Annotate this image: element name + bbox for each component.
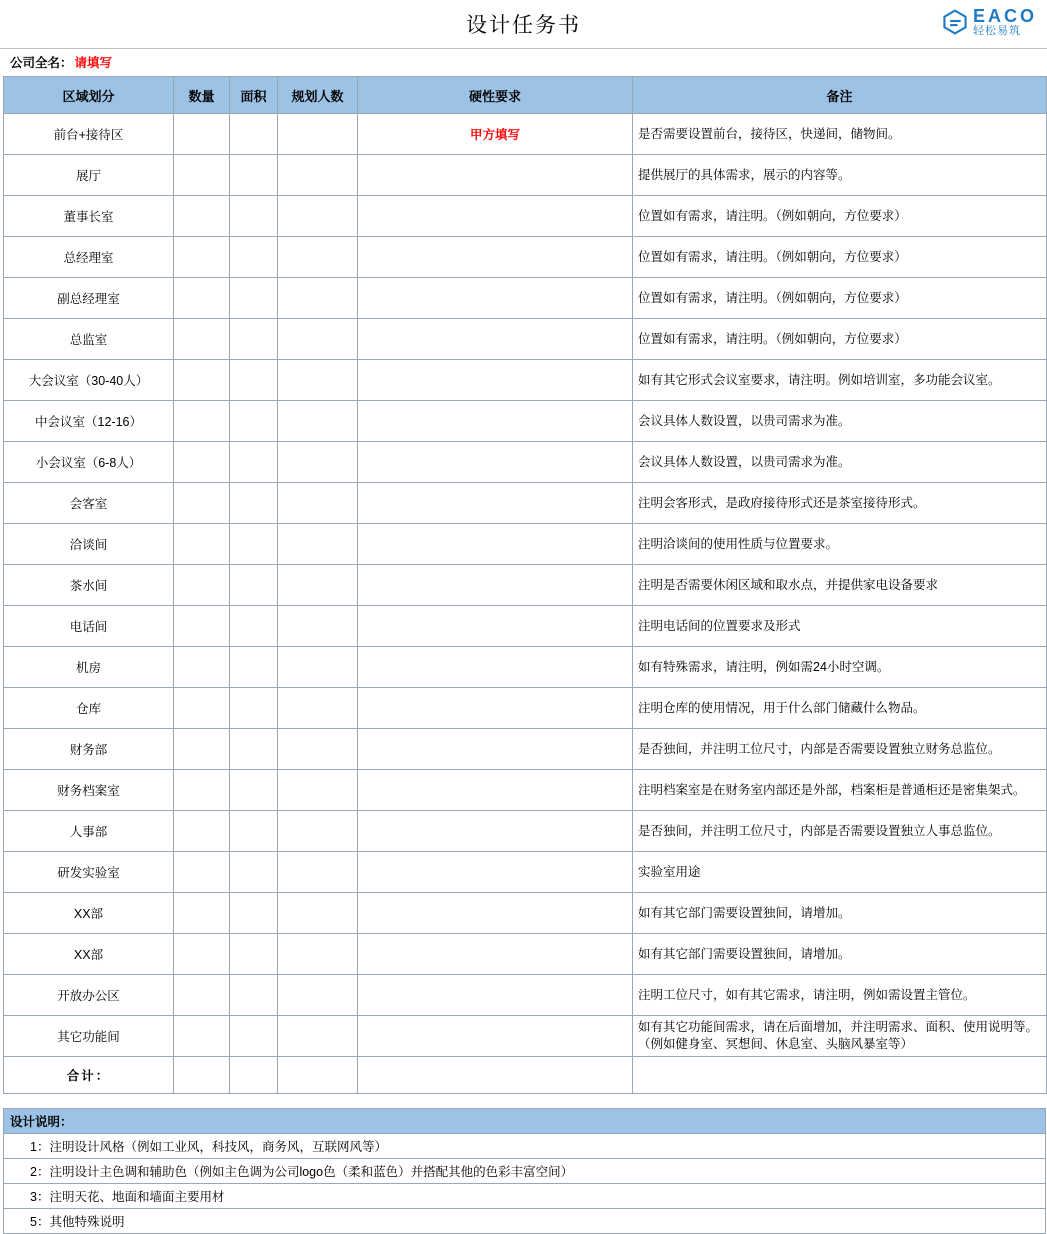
cell-hard-requirement[interactable]	[358, 934, 633, 975]
cell-hard-requirement[interactable]	[358, 811, 633, 852]
cell-size[interactable]	[230, 934, 278, 975]
cell-area: 财务部	[4, 729, 174, 770]
cell-qty[interactable]	[174, 565, 230, 606]
cell-qty[interactable]	[174, 237, 230, 278]
cell-area: 大会议室（30-40人）	[4, 360, 174, 401]
cell-size[interactable]	[230, 237, 278, 278]
cell-people[interactable]	[278, 934, 358, 975]
cell-remark: 如有其它功能间需求，请在后面增加，并注明需求、面积、使用说明等。（例如健身室、冥想间、休息室、头脑风暴室等）	[633, 1016, 1047, 1057]
cell-people[interactable]	[278, 770, 358, 811]
cell-area: 总监室	[4, 319, 174, 360]
cell-remark: 位置如有需求，请注明。（例如朝向，方位要求）	[633, 319, 1047, 360]
cell-qty[interactable]	[174, 442, 230, 483]
cell-area: 前台+接待区	[4, 114, 174, 155]
cell-hard-requirement[interactable]	[358, 606, 633, 647]
cell-qty[interactable]	[174, 196, 230, 237]
table-row	[4, 237, 1047, 278]
cell-hard-requirement[interactable]	[358, 647, 633, 688]
cell-size[interactable]	[230, 729, 278, 770]
cell-hard-requirement[interactable]	[358, 729, 633, 770]
cell-qty[interactable]	[174, 319, 230, 360]
cell-qty[interactable]	[174, 606, 230, 647]
cell-people[interactable]	[278, 852, 358, 893]
cell-size[interactable]	[230, 360, 278, 401]
cell-remark: 注明仓库的使用情况，用于什么部门储藏什么物品。	[633, 688, 1047, 729]
cell-people[interactable]	[278, 524, 358, 565]
cell-remark: 实验室用途	[633, 852, 1047, 893]
cell-remark: 注明档案室是在财务室内部还是外部，档案柜是普通柜还是密集架式。	[633, 770, 1047, 811]
table-row	[4, 647, 1047, 688]
total-remark-cell[interactable]	[633, 1057, 1047, 1094]
total-people-cell[interactable]	[278, 1057, 358, 1094]
cell-size[interactable]	[230, 401, 278, 442]
cell-qty[interactable]	[174, 524, 230, 565]
cell-remark: 位置如有需求，请注明。（例如朝向，方位要求）	[633, 237, 1047, 278]
cell-remark: 如有其它部门需要设置独间，请增加。	[633, 934, 1047, 975]
cell-area: 总经理室	[4, 237, 174, 278]
cell-people[interactable]	[278, 729, 358, 770]
cell-area: 副总经理室	[4, 278, 174, 319]
design-notes	[3, 1108, 1046, 1234]
cell-people[interactable]	[278, 360, 358, 401]
table-row	[4, 770, 1047, 811]
cell-hard-requirement[interactable]: 甲方填写	[358, 114, 633, 155]
company-name-value[interactable]: 请填写	[74, 56, 113, 70]
table-row	[4, 811, 1047, 852]
company-name-label: 公司全名：	[10, 56, 73, 70]
cell-qty[interactable]	[174, 401, 230, 442]
column-header-quantity: 数量	[174, 77, 230, 114]
cell-area: 财务档案室	[4, 770, 174, 811]
company-name-row	[0, 49, 1047, 76]
table-row	[4, 155, 1047, 196]
table-row	[4, 319, 1047, 360]
table-row	[4, 893, 1047, 934]
cell-size[interactable]	[230, 278, 278, 319]
column-header-size: 面积	[230, 77, 278, 114]
logo-text-en: EACO	[972, 6, 1037, 26]
cell-area: XX部	[4, 934, 174, 975]
cell-hard-requirement[interactable]	[358, 237, 633, 278]
cell-area: 展厅	[4, 155, 174, 196]
cell-qty[interactable]	[174, 770, 230, 811]
cell-area: XX部	[4, 893, 174, 934]
cell-size[interactable]	[230, 483, 278, 524]
document-header	[0, 0, 1047, 49]
table-row	[4, 688, 1047, 729]
total-quantity-cell[interactable]	[174, 1057, 230, 1094]
total-label: 合计：	[4, 1057, 174, 1094]
table-row	[4, 114, 1047, 155]
cell-area: 小会议室（6-8人）	[4, 442, 174, 483]
table-row	[4, 442, 1047, 483]
cell-hard-requirement[interactable]	[358, 524, 633, 565]
cell-qty[interactable]	[174, 852, 230, 893]
cell-remark: 位置如有需求，请注明。（例如朝向，方位要求）	[633, 278, 1047, 319]
cell-people[interactable]	[278, 196, 358, 237]
cell-size[interactable]	[230, 852, 278, 893]
table-row	[4, 524, 1047, 565]
cell-people[interactable]	[278, 811, 358, 852]
cell-people[interactable]	[278, 975, 358, 1016]
table-row	[4, 483, 1047, 524]
design-notes-lines	[4, 1134, 1045, 1234]
cell-people[interactable]	[278, 114, 358, 155]
cell-qty[interactable]	[174, 647, 230, 688]
cell-remark: 是否独间，并注明工位尺寸，内部是否需要设置独立人事总监位。	[633, 811, 1047, 852]
table-row	[4, 606, 1047, 647]
cell-qty[interactable]	[174, 975, 230, 1016]
table-row	[4, 729, 1047, 770]
cell-people[interactable]	[278, 688, 358, 729]
cell-size[interactable]	[230, 1016, 278, 1057]
cell-hard-requirement[interactable]	[358, 483, 633, 524]
cell-remark: 会议具体人数设置，以贵司需求为准。	[633, 401, 1047, 442]
total-hard-cell[interactable]	[358, 1057, 633, 1094]
cell-remark: 注明是否需要休闲区域和取水点，并提供家电设备要求	[633, 565, 1047, 606]
column-header-hard-requirement: 硬性要求	[358, 77, 633, 114]
cell-hard-requirement[interactable]	[358, 442, 633, 483]
cell-remark: 提供展厅的具体需求，展示的内容等。	[633, 155, 1047, 196]
cell-qty[interactable]	[174, 360, 230, 401]
cell-hard-requirement[interactable]	[358, 975, 633, 1016]
cell-qty[interactable]	[174, 934, 230, 975]
hexagon-logo-icon	[942, 9, 968, 35]
cell-remark: 如有其它形式会议室要求，请注明。例如培训室，多功能会议室。	[633, 360, 1047, 401]
column-header-area: 区域划分	[4, 77, 174, 114]
cell-size[interactable]	[230, 524, 278, 565]
table-row	[4, 565, 1047, 606]
cell-qty[interactable]	[174, 278, 230, 319]
logo-text-cn: 轻松易筑	[972, 24, 1021, 37]
cell-people[interactable]	[278, 606, 358, 647]
cell-people[interactable]	[278, 647, 358, 688]
cell-remark: 位置如有需求，请注明。（例如朝向，方位要求）	[633, 196, 1047, 237]
cell-size[interactable]	[230, 770, 278, 811]
cell-remark: 注明工位尺寸，如有其它需求，请注明，例如需设置主管位。	[633, 975, 1047, 1016]
cell-hard-requirement[interactable]	[358, 278, 633, 319]
page-title: 设计任务书	[466, 13, 581, 37]
table-row	[4, 278, 1047, 319]
total-size-cell[interactable]	[230, 1057, 278, 1094]
table-body	[4, 114, 1047, 1057]
cell-qty[interactable]	[174, 811, 230, 852]
cell-qty[interactable]	[174, 1016, 230, 1057]
cell-hard-requirement[interactable]	[358, 1016, 633, 1057]
table-row	[4, 401, 1047, 442]
cell-size[interactable]	[230, 975, 278, 1016]
cell-hard-requirement[interactable]	[358, 893, 633, 934]
cell-size[interactable]	[230, 811, 278, 852]
cell-size[interactable]	[230, 155, 278, 196]
cell-hard-requirement[interactable]	[358, 319, 633, 360]
cell-remark: 如有其它部门需要设置独间，请增加。	[633, 893, 1047, 934]
design-note-line: 1：注明设计风格（例如工业风，科技风，商务风，互联网风等）	[4, 1134, 1045, 1159]
cell-remark: 是否需要设置前台，接待区，快递间，储物间。	[633, 114, 1047, 155]
table-row	[4, 1016, 1047, 1057]
cell-size[interactable]	[230, 688, 278, 729]
cell-hard-requirement[interactable]	[358, 770, 633, 811]
requirements-table	[3, 76, 1047, 1094]
cell-remark: 注明洽谈间的使用性质与位置要求。	[633, 524, 1047, 565]
cell-area: 会客室	[4, 483, 174, 524]
company-logo	[942, 7, 1037, 37]
column-header-people: 规划人数	[278, 77, 358, 114]
cell-people[interactable]	[278, 483, 358, 524]
cell-size[interactable]	[230, 647, 278, 688]
cell-hard-requirement[interactable]	[358, 155, 633, 196]
cell-qty[interactable]	[174, 155, 230, 196]
cell-area: 仓库	[4, 688, 174, 729]
cell-area: 开放办公区	[4, 975, 174, 1016]
table-header-row	[4, 77, 1047, 114]
cell-hard-requirement[interactable]	[358, 565, 633, 606]
table-row	[4, 196, 1047, 237]
cell-area: 洽谈间	[4, 524, 174, 565]
cell-people[interactable]	[278, 442, 358, 483]
cell-size[interactable]	[230, 114, 278, 155]
design-notes-title: 设计说明：	[4, 1109, 1045, 1134]
table-row	[4, 852, 1047, 893]
cell-remark: 注明会客形式，是政府接待形式还是茶室接待形式。	[633, 483, 1047, 524]
cell-qty[interactable]	[174, 688, 230, 729]
cell-size[interactable]	[230, 893, 278, 934]
column-header-remark: 备注	[633, 77, 1047, 114]
cell-people[interactable]	[278, 278, 358, 319]
cell-qty[interactable]	[174, 893, 230, 934]
table-total-row	[4, 1057, 1047, 1094]
cell-area: 研发实验室	[4, 852, 174, 893]
table-row	[4, 934, 1047, 975]
cell-people[interactable]	[278, 155, 358, 196]
design-note-line: 2：注明设计主色调和辅助色（例如主色调为公司logo色（柔和蓝色）并搭配其他的色彩丰富空间）	[4, 1159, 1045, 1184]
cell-remark: 注明电话间的位置要求及形式	[633, 606, 1047, 647]
cell-qty[interactable]	[174, 483, 230, 524]
cell-people[interactable]	[278, 237, 358, 278]
cell-hard-requirement[interactable]	[358, 401, 633, 442]
cell-area: 茶水间	[4, 565, 174, 606]
cell-hard-requirement[interactable]	[358, 360, 633, 401]
cell-area: 董事长室	[4, 196, 174, 237]
cell-people[interactable]	[278, 1016, 358, 1057]
cell-area: 其它功能间	[4, 1016, 174, 1057]
cell-hard-requirement[interactable]	[358, 852, 633, 893]
cell-remark: 会议具体人数设置，以贵司需求为准。	[633, 442, 1047, 483]
cell-size[interactable]	[230, 565, 278, 606]
cell-size[interactable]	[230, 319, 278, 360]
cell-size[interactable]	[230, 606, 278, 647]
cell-qty[interactable]	[174, 729, 230, 770]
cell-area: 人事部	[4, 811, 174, 852]
cell-remark: 如有特殊需求，请注明，例如需24小时空调。	[633, 647, 1047, 688]
cell-remark: 是否独间，并注明工位尺寸，内部是否需要设置独立财务总监位。	[633, 729, 1047, 770]
cell-area: 机房	[4, 647, 174, 688]
cell-people[interactable]	[278, 401, 358, 442]
cell-people[interactable]	[278, 565, 358, 606]
cell-people[interactable]	[278, 893, 358, 934]
cell-hard-requirement[interactable]	[358, 196, 633, 237]
cell-area: 中会议室（12-16）	[4, 401, 174, 442]
cell-size[interactable]	[230, 196, 278, 237]
cell-hard-requirement[interactable]	[358, 688, 633, 729]
table-row	[4, 360, 1047, 401]
cell-size[interactable]	[230, 442, 278, 483]
cell-people[interactable]	[278, 319, 358, 360]
design-note-line: 3：注明天花、地面和墙面主要用材	[4, 1184, 1045, 1209]
design-note-line: 5：其他特殊说明	[4, 1209, 1045, 1234]
table-row	[4, 975, 1047, 1016]
cell-area: 电话间	[4, 606, 174, 647]
cell-qty[interactable]	[174, 114, 230, 155]
